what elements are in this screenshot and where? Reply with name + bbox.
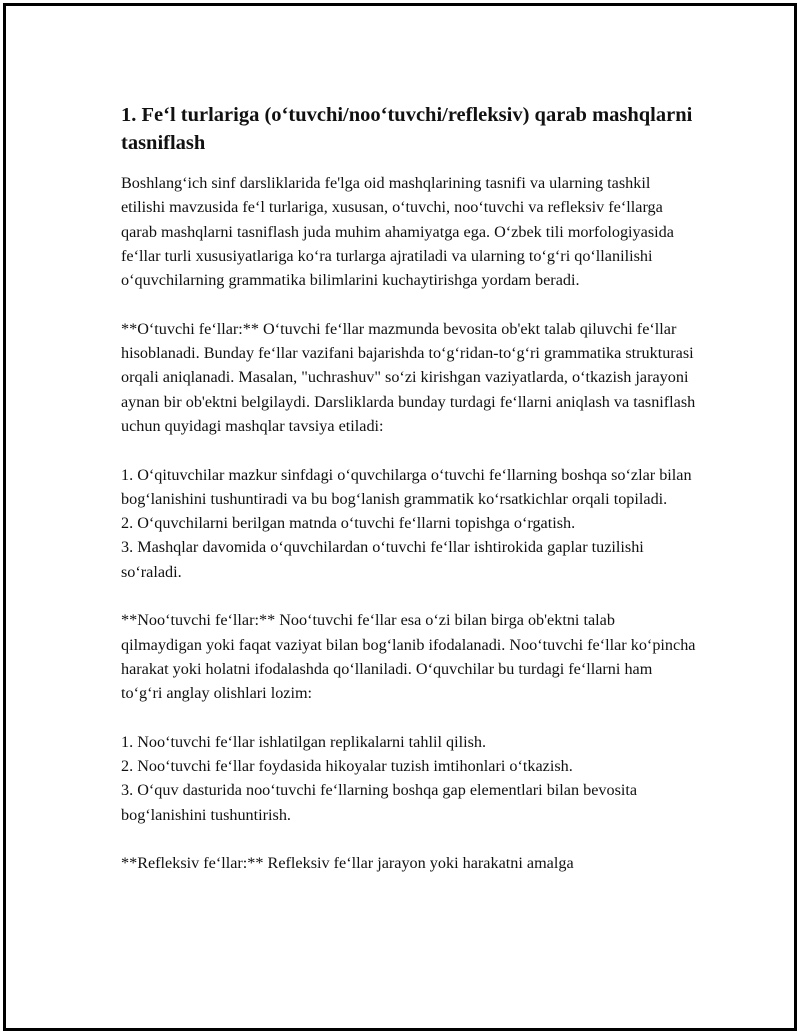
intransitive-exercise-list xyxy=(121,730,696,827)
list-item: 3. O‘quv dasturida noo‘tuvchi fe‘llarning boshqa gap elementlari bilan bevosita bog‘lanishini tushuntirish. xyxy=(121,781,638,824)
document-body xyxy=(121,101,696,900)
list-item: 2. Noo‘tuvchi fe‘llar foydasida hikoyalar tuzish imtihonlari o‘tkazish. xyxy=(121,757,573,776)
intransitive-verbs-paragraph: **Noo‘tuvchi fe‘llar:** Noo‘tuvchi fe‘llar esa o‘zi bilan birga ob'ektni talab qilmaydigan yoki faqat vaziyat bilan bog‘lanib ifodalanadi. Noo‘tuvchi fe‘llar ko‘pincha harakat yoki holatni ifodalashda qo‘llaniladi. O‘quvchilar bu turdagi fe‘llarni ham to‘g‘ri anglay olishlari lozim: xyxy=(121,611,696,703)
page-frame xyxy=(3,3,797,1031)
reflexive-verbs-paragraph: **Refleksiv fe‘llar:** Refleksiv fe‘llar jarayon yoki harakatni amalga xyxy=(121,854,574,873)
list-item: 2. O‘quvchilarni berilgan matnda o‘tuvchi fe‘llarni topishga o‘rgatish. xyxy=(121,514,576,533)
intro-paragraph: Boshlang‘ich sinf darsliklarida fe'lga oid mashqlarining tasnifi va ularning tashkil etilishi mavzusida fe‘l turlariga, xususan, o‘tuvchi, noo‘tuvchi va refleksiv fe‘llarga qarab mashqlarni tasniflash juda muhim ahamiyatga ega. O‘zbek tili morfologiyasida fe‘llar turli xususiyatlariga ko‘ra turlarga ajratiladi va ularning to‘g‘ri qo‘llanilishi o‘quvchilarning grammatika bilimlarini kuchaytirishga yordam beradi. xyxy=(121,174,674,290)
section-heading: 1. Fe‘l turlariga (o‘tuvchi/noo‘tuvchi/refleksiv) qarab mashqlarni tasniflash xyxy=(121,104,693,154)
list-item: 1. Noo‘tuvchi fe‘llar ishlatilgan replikalarni tahlil qilish. xyxy=(121,732,487,751)
transitive-verbs-paragraph: **O‘tuvchi fe‘llar:** O‘tuvchi fe‘llar mazmunda bevosita ob'ekt talab qiluvchi fe‘llar hisoblanadi. Bunday fe‘llar vazifani bajarishda to‘g‘ridan-to‘g‘ri grammatika strukturasi orqali aniqlanadi. Masalan, "uchrashuv" so‘zi kirishgan vaziyatlarda, o‘tkazish jarayoni aynan bir ob'ektni belgilaydi. Darsliklarda bunday turdagi fe‘llarni aniqlash va tasniflash uchun quyidagi mashqlar tavsiya etiladi: xyxy=(121,319,696,435)
list-item: 3. Mashqlar davomida o‘quvchilardan o‘tuvchi fe‘llar ishtirokida gaplar tuzilishi so‘raladi. xyxy=(121,538,644,581)
list-item: 1. O‘qituvchilar mazkur sinfdagi o‘quvchilarga o‘tuvchi fe‘llarning boshqa so‘zlar bilan bog‘lanishini tushuntiradi va bu bog‘lanish grammatik ko‘rsatkichlar orqali topiladi. xyxy=(121,465,692,508)
transitive-exercise-list xyxy=(121,463,696,584)
